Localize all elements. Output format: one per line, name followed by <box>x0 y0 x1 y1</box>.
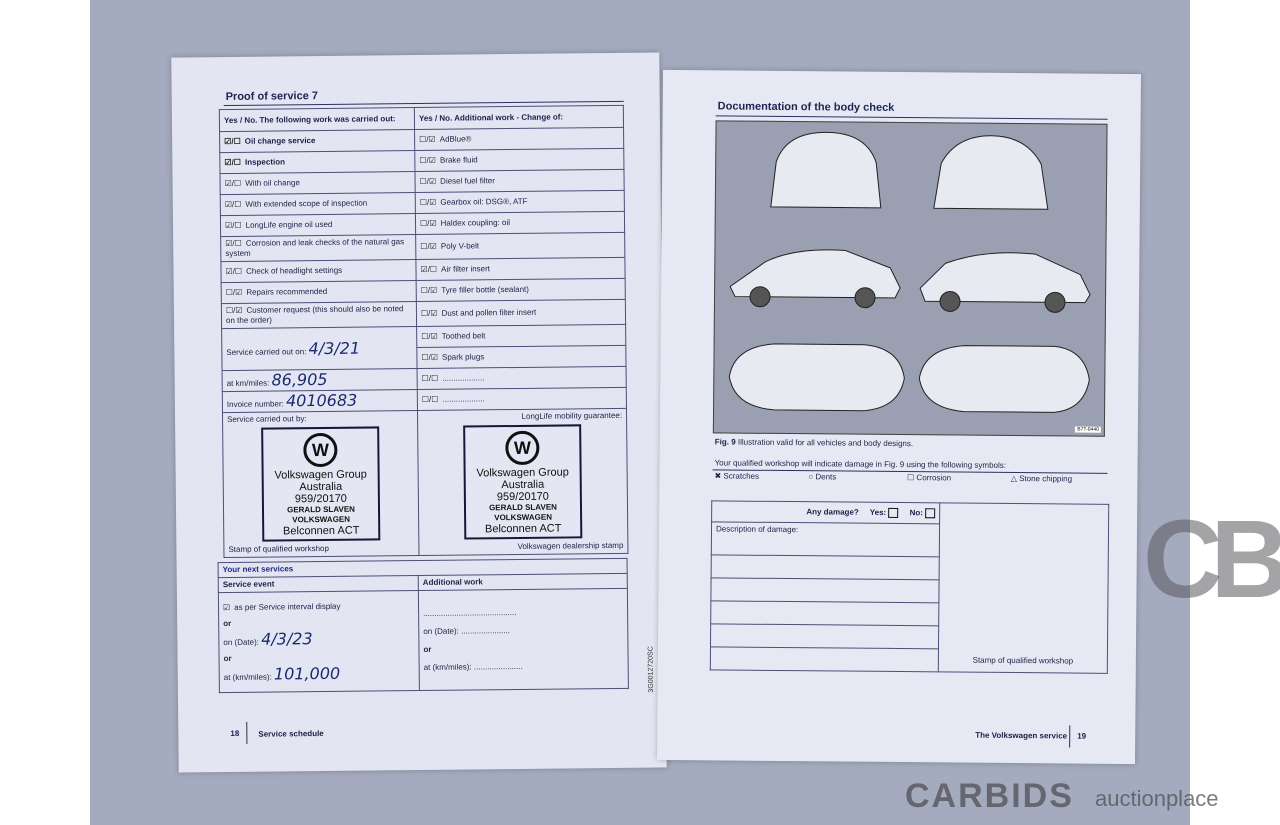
symbol-icon: ☐ <box>906 473 915 483</box>
additional-work-item[interactable]: ☐/☑ Brake fluid <box>415 148 624 171</box>
work-item[interactable]: ☑/☐ With oil change <box>220 172 415 195</box>
figure-code: B7T-0440 <box>1077 426 1099 433</box>
work-item[interactable]: ☑/☐ Oil change service <box>220 130 415 153</box>
work-item[interactable]: ☑/☐ LongLife engine oil used <box>220 214 415 237</box>
work-item[interactable]: ☑/☐ Check of headlight settings <box>221 260 416 283</box>
yes-checkbox[interactable] <box>888 508 898 518</box>
description-line[interactable] <box>710 647 938 672</box>
additional-work-item[interactable]: ☐/☑ Gearbox oil: DSG®, ATF <box>415 190 624 213</box>
work-item[interactable]: ☑/☐ Corrosion and leak checks of the natural gas system <box>221 235 416 262</box>
description-line[interactable] <box>711 578 939 603</box>
vw-logo-icon: W <box>303 433 337 467</box>
additional-work-item[interactable]: ☐/☑ Dust and pollen filter insert <box>416 299 625 326</box>
page-title: Proof of service 7 <box>225 90 319 104</box>
additional-work-item[interactable]: ☐/☐ ................... <box>417 366 626 389</box>
symbol-stone-chipping: △ Stone chipping <box>1010 473 1073 484</box>
watermark-logo: CB <box>1143 498 1278 621</box>
description-line[interactable] <box>710 624 938 649</box>
damage-table: Any damage? Yes: No: Stamp of qualified workshop Description of damage: <box>710 500 1109 673</box>
dealer-stamp-2: W Volkswagen Group Australia 959/20170 GERALD SLAVEN VOLKSWAGEN Belconnen ACT <box>463 424 582 539</box>
work-item[interactable]: ☐/☑ Customer request (this should also be noted on the order) <box>221 302 416 329</box>
dealer-stamp: W Volkswagen Group Australia 959/20170 GERALD SLAVEN VOLKSWAGEN Belconnen ACT <box>261 426 380 541</box>
work-item[interactable]: ☑/☐ Inspection <box>220 151 415 174</box>
service-date-handwritten: 4/3/21 <box>308 338 361 358</box>
symbol-icon: △ <box>1010 473 1017 484</box>
work-item[interactable]: ☐/☑ Repairs recommended <box>221 281 416 304</box>
page-number: 19 <box>1077 731 1087 741</box>
description-line[interactable] <box>711 555 939 580</box>
symbol-dents: ○ Dents <box>808 472 837 482</box>
next-date-handwritten: 4/3/23 <box>261 628 313 649</box>
symbol-icon: ○ <box>808 472 814 482</box>
additional-work-item[interactable]: ☐/☑ Haldex coupling: oil <box>415 211 624 234</box>
additional-work-item[interactable]: ☐/☑ Toothed belt <box>417 324 626 347</box>
watermark-brand: CARBIDS <box>905 777 1074 815</box>
left-page <box>171 52 666 772</box>
additional-work-item[interactable]: ☐/☑ Diesel fuel filter <box>415 169 624 192</box>
vw-logo-icon: W <box>505 431 539 465</box>
additional-work-item[interactable]: ☐/☑ Poly V-belt <box>416 232 625 259</box>
additional-work-item[interactable]: ☐/☑ Spark plugs <box>417 345 626 368</box>
symbol-corrosion: ☐ Corrosion <box>906 473 952 483</box>
next-km-handwritten: 101,000 <box>273 663 341 684</box>
invoice-handwritten: 4010683 <box>285 390 358 411</box>
symbol-icon: ✖ <box>714 471 722 481</box>
additional-work-item[interactable]: ☐/☐ ................... <box>417 387 626 410</box>
figure-caption: Illustration valid for all vehicles and body designs. <box>737 437 914 449</box>
page-title: Documentation of the body check <box>717 100 895 114</box>
page-number: 18 <box>230 728 240 738</box>
car-body-diagram <box>713 120 1108 436</box>
next-services-title: Your next services <box>218 558 627 577</box>
car-outlines-icon <box>714 121 1109 437</box>
left-page-content <box>219 105 630 693</box>
additional-work-item[interactable]: ☐/☑ AdBlue® <box>415 127 624 150</box>
service-table: Yes / No. The following work was carried out: Yes / No. Additional work - Change of: ☑/☐ Oil change service ☐/☑ AdBlue® ☑/☐ Inspection ☐/☑ Brake fluid ☑/☐ With oil change ☐/☑ Diesel fuel filter ☑/☐ With extended scope of inspection ☐/☑ Gearbox oil: DSG®, ATF ☑/☐ LongLife engine oil used ☐/☑ Haldex coupling: oil ☑/☐ Corrosion and leak checks of the natural gas system ☐/☑ Poly V-belt ☑/☐ Check of headlight settings ☑/☐ Air filter insert ☐/☑ Repairs recommended ☐/☑ Tyre filler bottle (sealant) ☐/☑ Customer request (this should also be noted on the order) ☐/☑ Dust and pollen filter insert Service carried out on: 4/3/21 ☐/☑ Toothed belt ☐/☑ Spark plugs at km/miles: 86,905 ☐/☐ ................... Invoice number: 4010683 ☐/☐ ................... Service carried out by: W Volkswagen Group Australia 959/20170 GERALD SLAVEN VOLKSWAGEN Belconnen ACT Stamp of qualified workshop LongLife mobility guarantee: W Volkswagen Group Australia 959/20170 GERALD SLAVEN VOLKSWAGEN Belconnen ACT Volkswagen dealership stamp <box>219 105 629 558</box>
km-handwritten: 86,905 <box>271 369 328 390</box>
no-checkbox[interactable] <box>925 508 935 518</box>
section-label: The Volkswagen service <box>975 730 1068 741</box>
section-label: Service schedule <box>258 729 324 739</box>
next-services-table: Your next services Service event Additional work ☑ as per Service interval display or on (Date): 4/3/23 or at (km/miles): 101,000 .......................................... on (Date): ...................... or at (km/miles): ...................... <box>218 558 629 693</box>
spine-code: 3G0012720SC <box>647 646 655 693</box>
col1-header: Yes / No. The following work was carried out: <box>219 108 414 132</box>
col2-header: Yes / No. Additional work - Change of: <box>414 105 623 129</box>
symbol-scratches: ✖ Scratches <box>714 471 760 481</box>
work-item[interactable]: ☑/☐ With extended scope of inspection <box>220 193 415 216</box>
description-label: Description of damage: <box>711 522 939 557</box>
description-line[interactable] <box>711 601 939 626</box>
additional-work-item[interactable]: ☐/☑ Tyre filler bottle (sealant) <box>416 278 625 301</box>
additional-work-item[interactable]: ☑/☐ Air filter insert <box>416 257 625 280</box>
right-page: Documentation of the body check B7T-0440 Fig. 9 Illustration valid for all vehicles and body designs. Your qualified workshop will indicate damage in Fig. 9 using the following symbols: ✖ Scratches ○ Dents ☐ Corrosion △ Stone chipping Any damage? Yes: No: Stamp of qualified workshop Description of damage: The Volkswagen service 19 <box>657 70 1141 764</box>
watermark-sub: auctionplace <box>1095 786 1219 811</box>
instruction-text: Your qualified workshop will indicate damage in Fig. 9 using the following symbols: <box>714 458 1007 470</box>
stamp-label: Stamp of qualified workshop <box>938 503 1108 673</box>
